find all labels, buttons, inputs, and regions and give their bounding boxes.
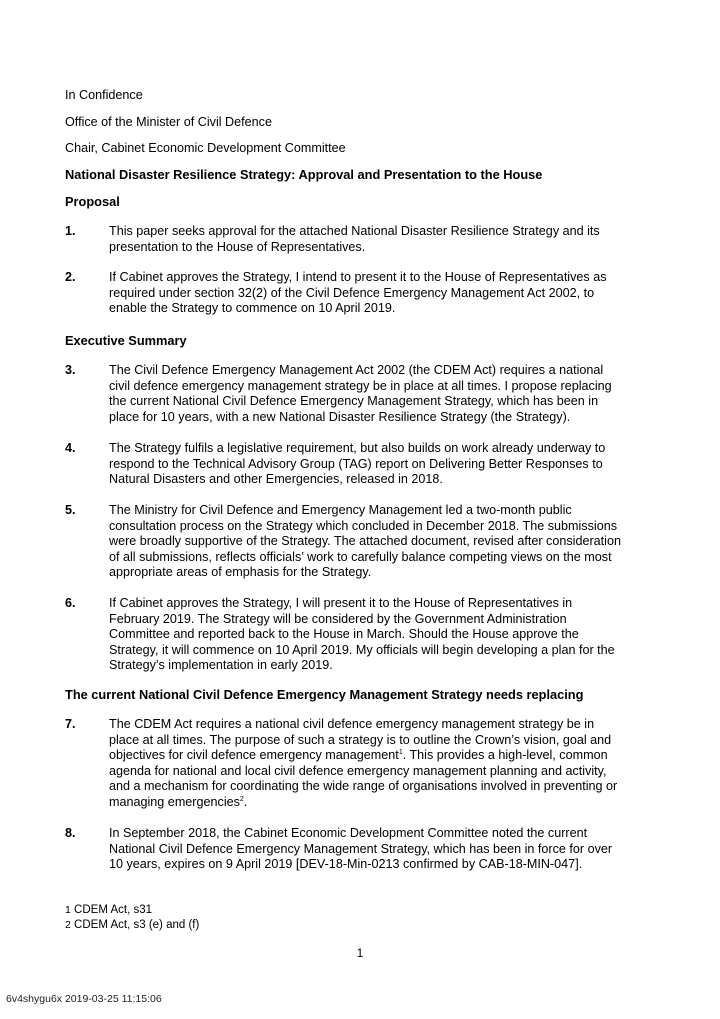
paragraph-line: presentation to the House of Representatives. xyxy=(109,239,366,254)
paragraph-line: The Ministry for Civil Defence and Emergency Management led a two-month public xyxy=(109,503,572,517)
paragraph-line: agenda for national and local civil defence emergency management planning and activity, xyxy=(109,763,607,778)
paragraph-line: appropriate areas of emphasis for the Strategy. xyxy=(109,565,372,580)
paragraph-line: The CDEM Act requires a national civil defence emergency management strategy be in xyxy=(109,717,595,731)
paragraph-line: 10 years, expires on 9 April 2019 [DEV-18-Min-0213 confirmed by CAB-18-MIN-047]. xyxy=(109,857,583,872)
paragraph-line: This paper seeks approval for the attached National Disaster Resilience Strategy and its xyxy=(109,224,600,238)
paragraph-number: 7. xyxy=(65,717,76,731)
document-stamp: 6v4shygu6x 2019-03-25 11:15:06 xyxy=(6,993,162,1005)
paragraph-line: the current National Civil Defence Emergency Management Strategy, which has been in xyxy=(109,394,599,409)
paragraph-line: National Civil Defence Emergency Management Strategy, which has been in force for over xyxy=(109,841,613,856)
paragraph-line: consultation process on the Strategy which concluded in December 2018. The submissions xyxy=(109,518,617,533)
document-title: National Disaster Resilience Strategy: Approval and Presentation to the House xyxy=(65,167,543,182)
chair-line: Chair, Cabinet Economic Development Committee xyxy=(65,141,346,155)
paragraph-number: 6. xyxy=(65,596,76,610)
paragraph-number: 2. xyxy=(65,270,76,284)
confidentiality-label: In Confidence xyxy=(65,88,143,102)
page-number: 1 xyxy=(356,946,364,960)
paragraph-line-text: . This provides a high-level, common xyxy=(402,748,608,763)
heading-proposal: Proposal xyxy=(65,194,120,209)
office-line: Office of the Minister of Civil Defence xyxy=(65,115,272,129)
paragraph-line-text: managing emergencies xyxy=(109,794,240,809)
footnote-number: 1 xyxy=(65,904,71,916)
paragraph-line: February 2019. The Strategy will be considered by the Government Administration xyxy=(109,611,567,626)
paragraph-line xyxy=(109,795,657,811)
footnote-text: CDEM Act, s3 (e) and (f) xyxy=(74,919,200,931)
footnote-1 xyxy=(65,904,152,916)
paragraph-line: Strategy, it will commence on 10 April 2019. My officials will begin developing a plan for the xyxy=(109,642,615,657)
paragraph-line: civil defence emergency management strategy be in place at all times. I propose replacing xyxy=(109,378,612,393)
paragraph-number: 1. xyxy=(65,224,76,238)
paragraph-line: Natural Disasters and other Emergencies, released in 2018. xyxy=(109,472,443,487)
footnote-ref-1[interactable]: 1 xyxy=(398,749,403,756)
paragraph-line: The Strategy fulfils a legislative requirement, but also builds on work already underway to xyxy=(109,441,606,455)
paragraph-line xyxy=(109,748,657,764)
paragraph-line: of all submissions, reflects officials’ work to carefully balance competing views on the most xyxy=(109,549,612,564)
paragraph-line: If Cabinet approves the Strategy, I intend to present it to the House of Representatives as xyxy=(109,270,607,284)
paragraph-line: In September 2018, the Cabinet Economic Development Committee noted the current xyxy=(109,826,588,840)
paragraph-line: If Cabinet approves the Strategy, I will present it to the House of Representatives in xyxy=(109,596,573,610)
paragraph-number: 8. xyxy=(65,826,76,840)
paragraph-line: were broadly supportive of the Strategy. The attached document, revised after consideration xyxy=(109,534,621,549)
paragraph-number: 5. xyxy=(65,503,76,517)
paragraph-line: place at all times. The purpose of such a strategy is to outline the Crown’s vision, goal and xyxy=(109,732,612,747)
footnote-2 xyxy=(65,919,199,931)
paragraph-line: and a mechanism for coordinating the wide range of organisations involved in preventing or xyxy=(109,779,618,794)
paragraph-line: place for 10 years, with a new National Disaster Resilience Strategy (the Strategy). xyxy=(109,409,571,424)
footnote-text: CDEM Act, s31 xyxy=(74,904,153,916)
paragraph-line-text: objectives for civil defence emergency management xyxy=(109,748,399,763)
heading-current-strategy: The current National Civil Defence Emergency Management Strategy needs replacing xyxy=(65,687,584,702)
paragraph-number: 3. xyxy=(65,363,76,377)
paragraph-line: required under section 32(2) of the Civil Defence Emergency Management Act 2002, to xyxy=(109,285,595,300)
paragraph-line: respond to the Technical Advisory Group (TAG) report on Delivering Better Responses to xyxy=(109,456,603,471)
paragraph-line-text: . xyxy=(243,794,248,809)
paragraph-line: Committee and reported back to the House in March. Should the House approve the xyxy=(109,627,579,642)
footnote-ref-2[interactable]: 2 xyxy=(239,795,244,803)
paragraph-line: enable the Strategy to commence on 10 April 2019. xyxy=(109,301,396,316)
paragraph-line: Strategy’s implementation in early 2019. xyxy=(109,658,333,673)
paragraph-line: The Civil Defence Emergency Management Act 2002 (the CDEM Act) requires a national xyxy=(109,363,604,377)
heading-executive-summary: Executive Summary xyxy=(65,333,187,348)
footnote-number: 2 xyxy=(65,919,71,931)
paragraph-number: 4. xyxy=(65,441,76,455)
